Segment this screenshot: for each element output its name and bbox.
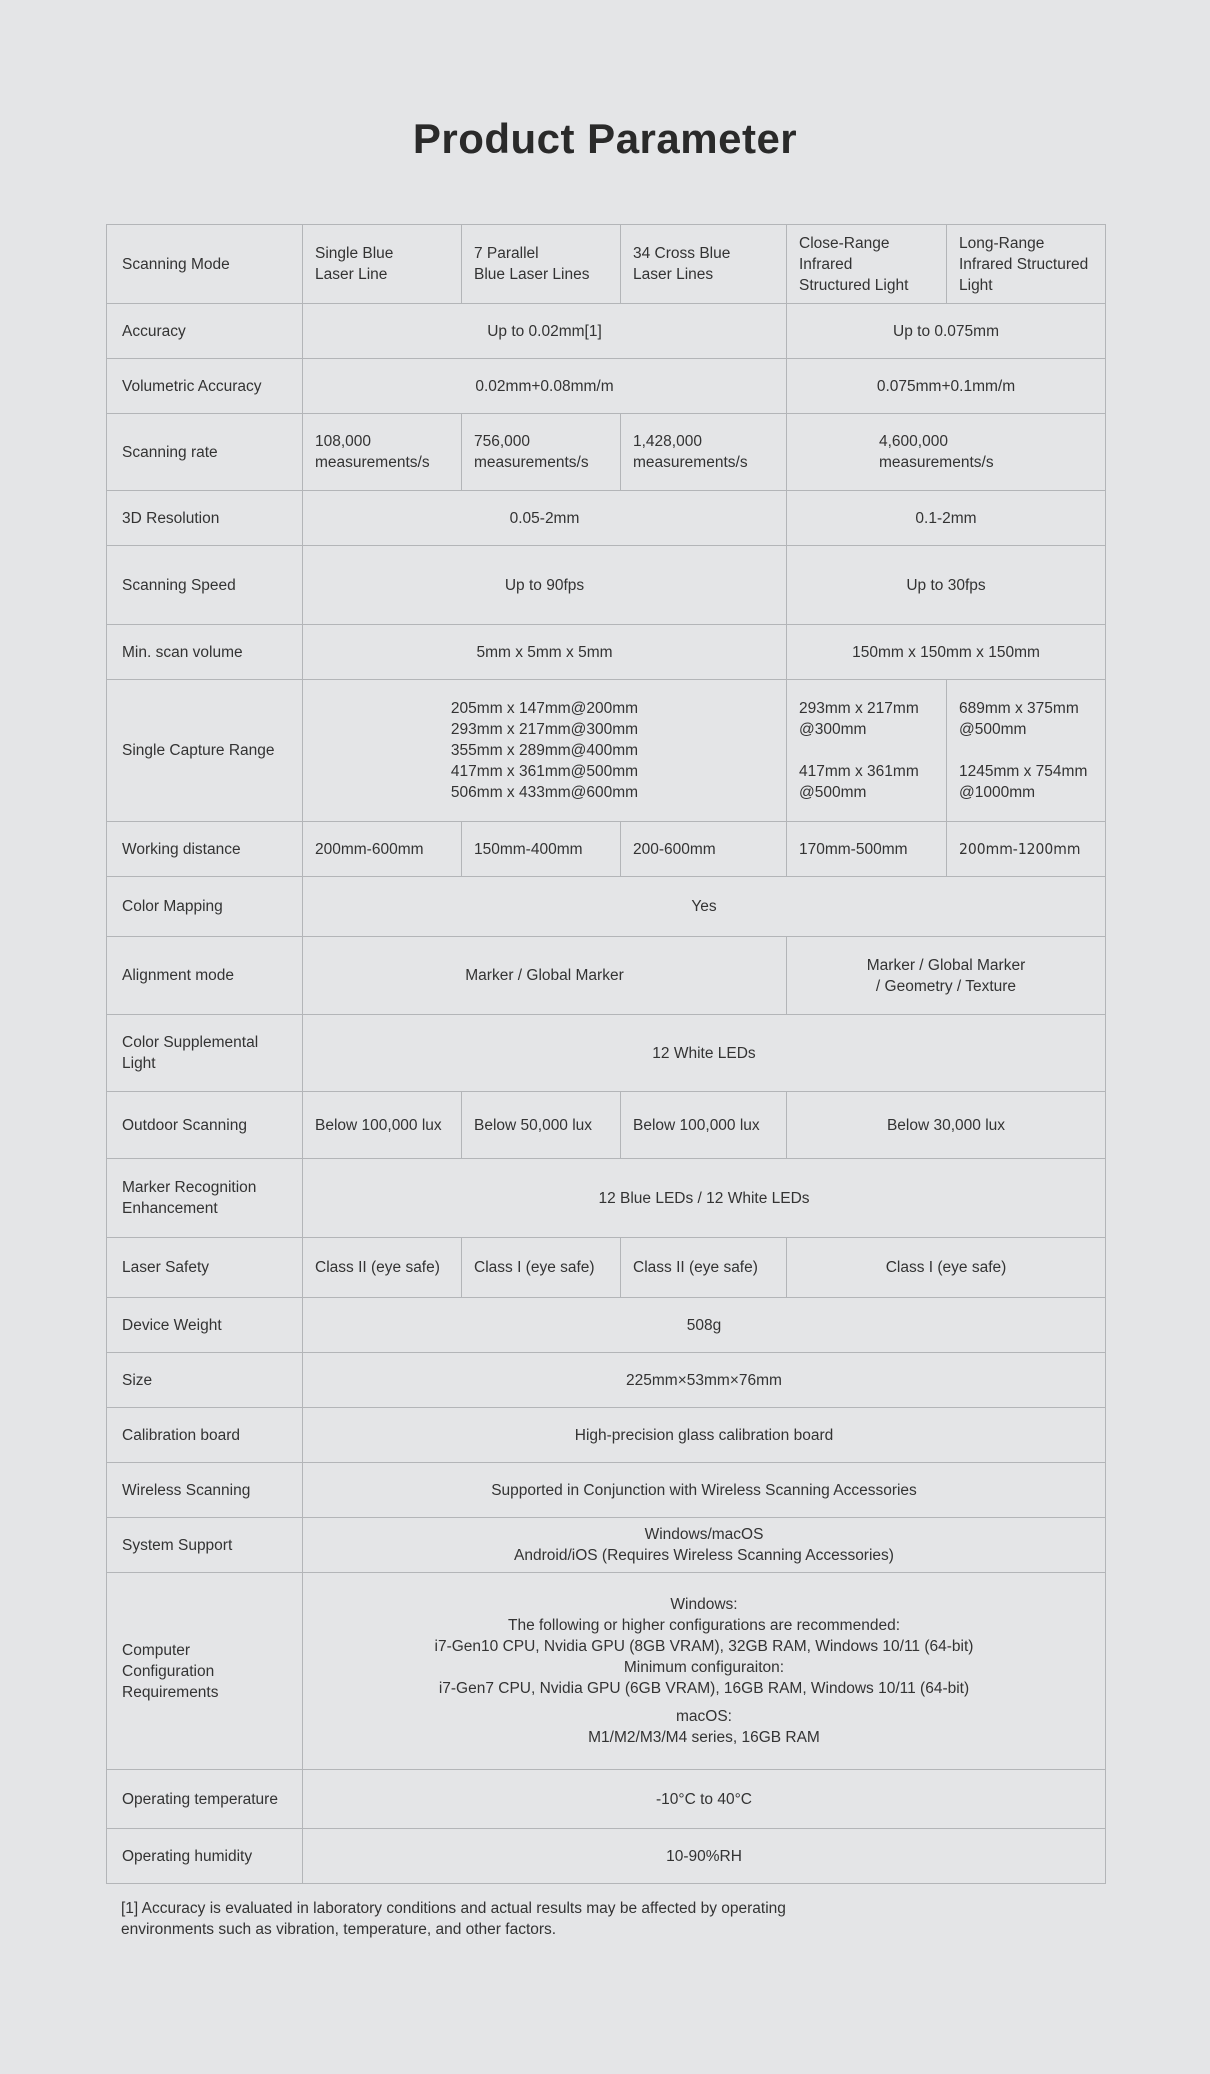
config-cell xyxy=(303,1573,1106,1770)
cell: Long-Range Infrared Structured Light xyxy=(947,225,1106,304)
row-label: System Support xyxy=(107,1518,303,1573)
cell: 225mm×53mm×76mm xyxy=(303,1353,1106,1408)
table-row xyxy=(107,546,1106,625)
row-label: Operating temperature xyxy=(107,1770,303,1829)
table-row xyxy=(107,1518,1106,1573)
row-label: Alignment mode xyxy=(107,937,303,1015)
cell: 1,428,000 measurements/s xyxy=(621,414,787,491)
cell: 200-600mm xyxy=(621,822,787,877)
table-row xyxy=(107,877,1106,937)
table-row xyxy=(107,225,1106,304)
cell: Up to 0.02mm[1] xyxy=(303,304,787,359)
cell: Up to 30fps xyxy=(787,546,1106,625)
cell: 170mm-500mm xyxy=(787,822,947,877)
table-row xyxy=(107,1829,1106,1884)
cell: 0.075mm+0.1mm/m xyxy=(787,359,1106,414)
row-label: Min. scan volume xyxy=(107,625,303,680)
cell: 5mm x 5mm x 5mm xyxy=(303,625,787,680)
table-row xyxy=(107,1408,1106,1463)
cell: Up to 90fps xyxy=(303,546,787,625)
cell: Windows/macOS Android/iOS (Requires Wireless Scanning Accessories) xyxy=(303,1518,1106,1573)
cell: High-precision glass calibration board xyxy=(303,1408,1106,1463)
cell: 4,600,000 measurements/s xyxy=(787,414,1106,491)
row-label: Single Capture Range xyxy=(107,680,303,822)
cell: Below 100,000 lux xyxy=(303,1092,462,1159)
row-label: Device Weight xyxy=(107,1298,303,1353)
row-label: Outdoor Scanning xyxy=(107,1092,303,1159)
table-row xyxy=(107,491,1106,546)
cell: 0.05-2mm xyxy=(303,491,787,546)
spec-table xyxy=(106,224,1106,1884)
row-label: Marker Recognition Enhancement xyxy=(107,1159,303,1238)
table-row xyxy=(107,822,1106,877)
row-label: Laser Safety xyxy=(107,1238,303,1298)
cell: 150mm x 150mm x 150mm xyxy=(787,625,1106,680)
row-label: Wireless Scanning xyxy=(107,1463,303,1518)
cell: Close-Range Infrared Structured Light xyxy=(787,225,947,304)
cell: Class I (eye safe) xyxy=(462,1238,621,1298)
table-row xyxy=(107,680,1106,822)
row-label: Computer Configuration Requirements xyxy=(107,1573,303,1770)
cell: Below 100,000 lux xyxy=(621,1092,787,1159)
cell: Supported in Conjunction with Wireless Scanning Accessories xyxy=(303,1463,1106,1518)
cell: 508g xyxy=(303,1298,1106,1353)
cell: Yes xyxy=(303,877,1106,937)
row-label: Volumetric Accuracy xyxy=(107,359,303,414)
windows-requirements: Windows: The following or higher configurations are recommended: i7-Gen10 CPU, Nvidia GPU (8GB VRAM), 32GB RAM, Windows 10/11 (64-bit) Minimum configuraiton: i7-Gen7 CPU, Nvidia GPU (6GB VRAM), 16GB RAM, Windows 10/11 (64-bit) xyxy=(434,1596,974,1697)
table-row xyxy=(107,1353,1106,1408)
row-label: Color Supplemental Light xyxy=(107,1015,303,1092)
cell: 150mm-400mm xyxy=(462,822,621,877)
cell: 108,000 measurements/s xyxy=(303,414,462,491)
row-label: Scanning Speed xyxy=(107,546,303,625)
macos-requirements: macOS: M1/M2/M3/M4 series, 16GB RAM xyxy=(588,1708,820,1746)
cell: Class II (eye safe) xyxy=(303,1238,462,1298)
footnote: [1] Accuracy is evaluated in laboratory conditions and actual results may be affected by operating environments such as vibration, temperature, and other factors. xyxy=(121,1900,786,1938)
cell: 10-90%RH xyxy=(303,1829,1106,1884)
table-row xyxy=(107,937,1106,1015)
row-label: Scanning rate xyxy=(107,414,303,491)
table-row xyxy=(107,304,1106,359)
cell: Below 50,000 lux xyxy=(462,1092,621,1159)
cell: -10°C to 40°C xyxy=(303,1770,1106,1829)
cell: 200mm-600mm xyxy=(303,822,462,877)
cell: 12 Blue LEDs / 12 White LEDs xyxy=(303,1159,1106,1238)
table-row xyxy=(107,1463,1106,1518)
page-title: Product Parameter xyxy=(412,115,798,162)
table-row xyxy=(107,1573,1106,1770)
cell: 0.1-2mm xyxy=(787,491,1106,546)
cell: 689mm x 375mm @500mm 1245mm x 754mm @1000mm xyxy=(947,680,1106,822)
cell: 7 Parallel Blue Laser Lines xyxy=(462,225,621,304)
row-label: Working distance xyxy=(107,822,303,877)
cell: 293mm x 217mm @300mm 417mm x 361mm @500mm xyxy=(787,680,947,822)
cell: Marker / Global Marker xyxy=(303,937,787,1015)
cell: Single Blue Laser Line xyxy=(303,225,462,304)
cell: Class I (eye safe) xyxy=(787,1238,1106,1298)
row-label: Operating humidity xyxy=(107,1829,303,1884)
table-row xyxy=(107,414,1106,491)
row-label: Color Mapping xyxy=(107,877,303,937)
cell: 205mm x 147mm@200mm 293mm x 217mm@300mm 355mm x 289mm@400mm 417mm x 361mm@500mm 506mm x 433mm@600mm xyxy=(303,680,787,822)
row-label: Accuracy xyxy=(107,304,303,359)
table-row xyxy=(107,1298,1106,1353)
cell: 200mm-1200mm xyxy=(947,822,1106,877)
cell: 12 White LEDs xyxy=(303,1015,1106,1092)
row-label: Calibration board xyxy=(107,1408,303,1463)
cell: Class II (eye safe) xyxy=(621,1238,787,1298)
cell: 34 Cross Blue Laser Lines xyxy=(621,225,787,304)
cell: 0.02mm+0.08mm/m xyxy=(303,359,787,414)
table-row xyxy=(107,1238,1106,1298)
row-label: Size xyxy=(107,1353,303,1408)
cell: Marker / Global Marker / Geometry / Texture xyxy=(787,937,1106,1015)
cell: Up to 0.075mm xyxy=(787,304,1106,359)
table-row xyxy=(107,1770,1106,1829)
table-row xyxy=(107,1092,1106,1159)
cell: 756,000 measurements/s xyxy=(462,414,621,491)
table-row xyxy=(107,1159,1106,1238)
cell: Below 30,000 lux xyxy=(787,1092,1106,1159)
table-row xyxy=(107,625,1106,680)
row-label: 3D Resolution xyxy=(107,491,303,546)
table-row xyxy=(107,359,1106,414)
table-row xyxy=(107,1015,1106,1092)
row-label: Scanning Mode xyxy=(107,225,303,304)
